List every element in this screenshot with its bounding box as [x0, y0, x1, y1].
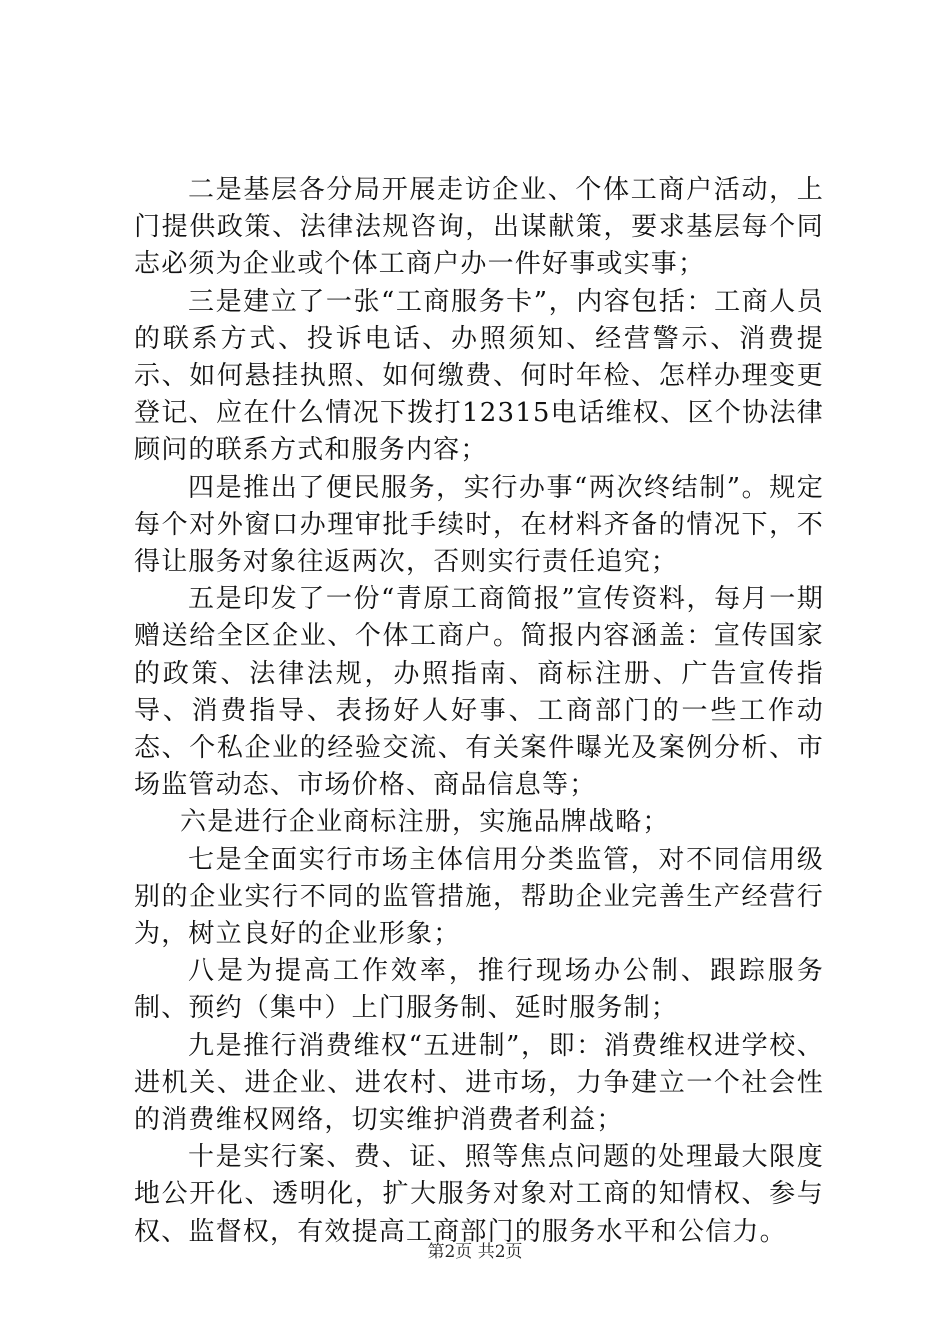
paragraph-item-7: 七是全面实行市场主体信用分类监管，对不同信用级别的企业实行不同的监管措施，帮助企业完善生产经营行为，树立良好的企业形象； [134, 844, 824, 950]
paragraph-item-4: 四是推出了便民服务，实行办事“两次终结制”。规定每个对外窗口办理审批手续时，在材料齐备的情况下，不得让服务对象往返两次，否则实行责任追究； [134, 472, 824, 578]
document-body [134, 172, 824, 1251]
paragraph-item-9: 九是推行消费维权“五进制”，即：消费维权进学校、进机关、进企业、进农村、进市场，力争建立一个社会性的消费维权网络，切实维护消费者利益； [134, 1030, 824, 1136]
paragraph-item-2: 二是基层各分局开展走访企业、个体工商户活动，上门提供政策、法律法规咨询，出谋献策，要求基层每个同志必须为企业或个体工商户办一件好事或实事； [134, 175, 824, 280]
paragraph-item-6: 六是进行企业商标注册，实施品牌战略； [180, 807, 670, 838]
paragraph-item-5: 五是印发了一份“青原工商简报”宣传资料，每月一期赠送给全区企业、个体工商户。简报内容涵盖：宣传国家的政策、法律法规，办照指南、商标注册、广告宣传指导、消费指导、表扬好人好事、工商部门的一些工作动态、个私企业的经验交流、有关案件曝光及案例分析、市场监管动态、市场价格、商品信息等； [134, 584, 824, 801]
paragraph-item-10: 十是实行案、费、证、照等焦点问题的处理最大限度地公开化、透明化，扩大服务对象对工商的知情权、参与权、监督权，有效提高工商部门的服务水平和公信力。 [134, 1142, 824, 1247]
paragraph-item-3: 三是建立了一张“工商服务卡”，内容包括：工商人员的联系方式、投诉电话、办照须知、经营警示、消费提示、如何悬挂执照、如何缴费、何时年检、怎样办理变更登记、应在什么情况下拨打12315电话维权、区个协法律顾问的联系方式和服务内容； [134, 286, 824, 466]
page-footer: 第2页 共2页 [427, 1242, 523, 1262]
paragraph-item-8: 八是为提高工作效率，推行现场办公制、跟踪服务制、预约（集中）上门服务制、延时服务制； [134, 956, 824, 1024]
